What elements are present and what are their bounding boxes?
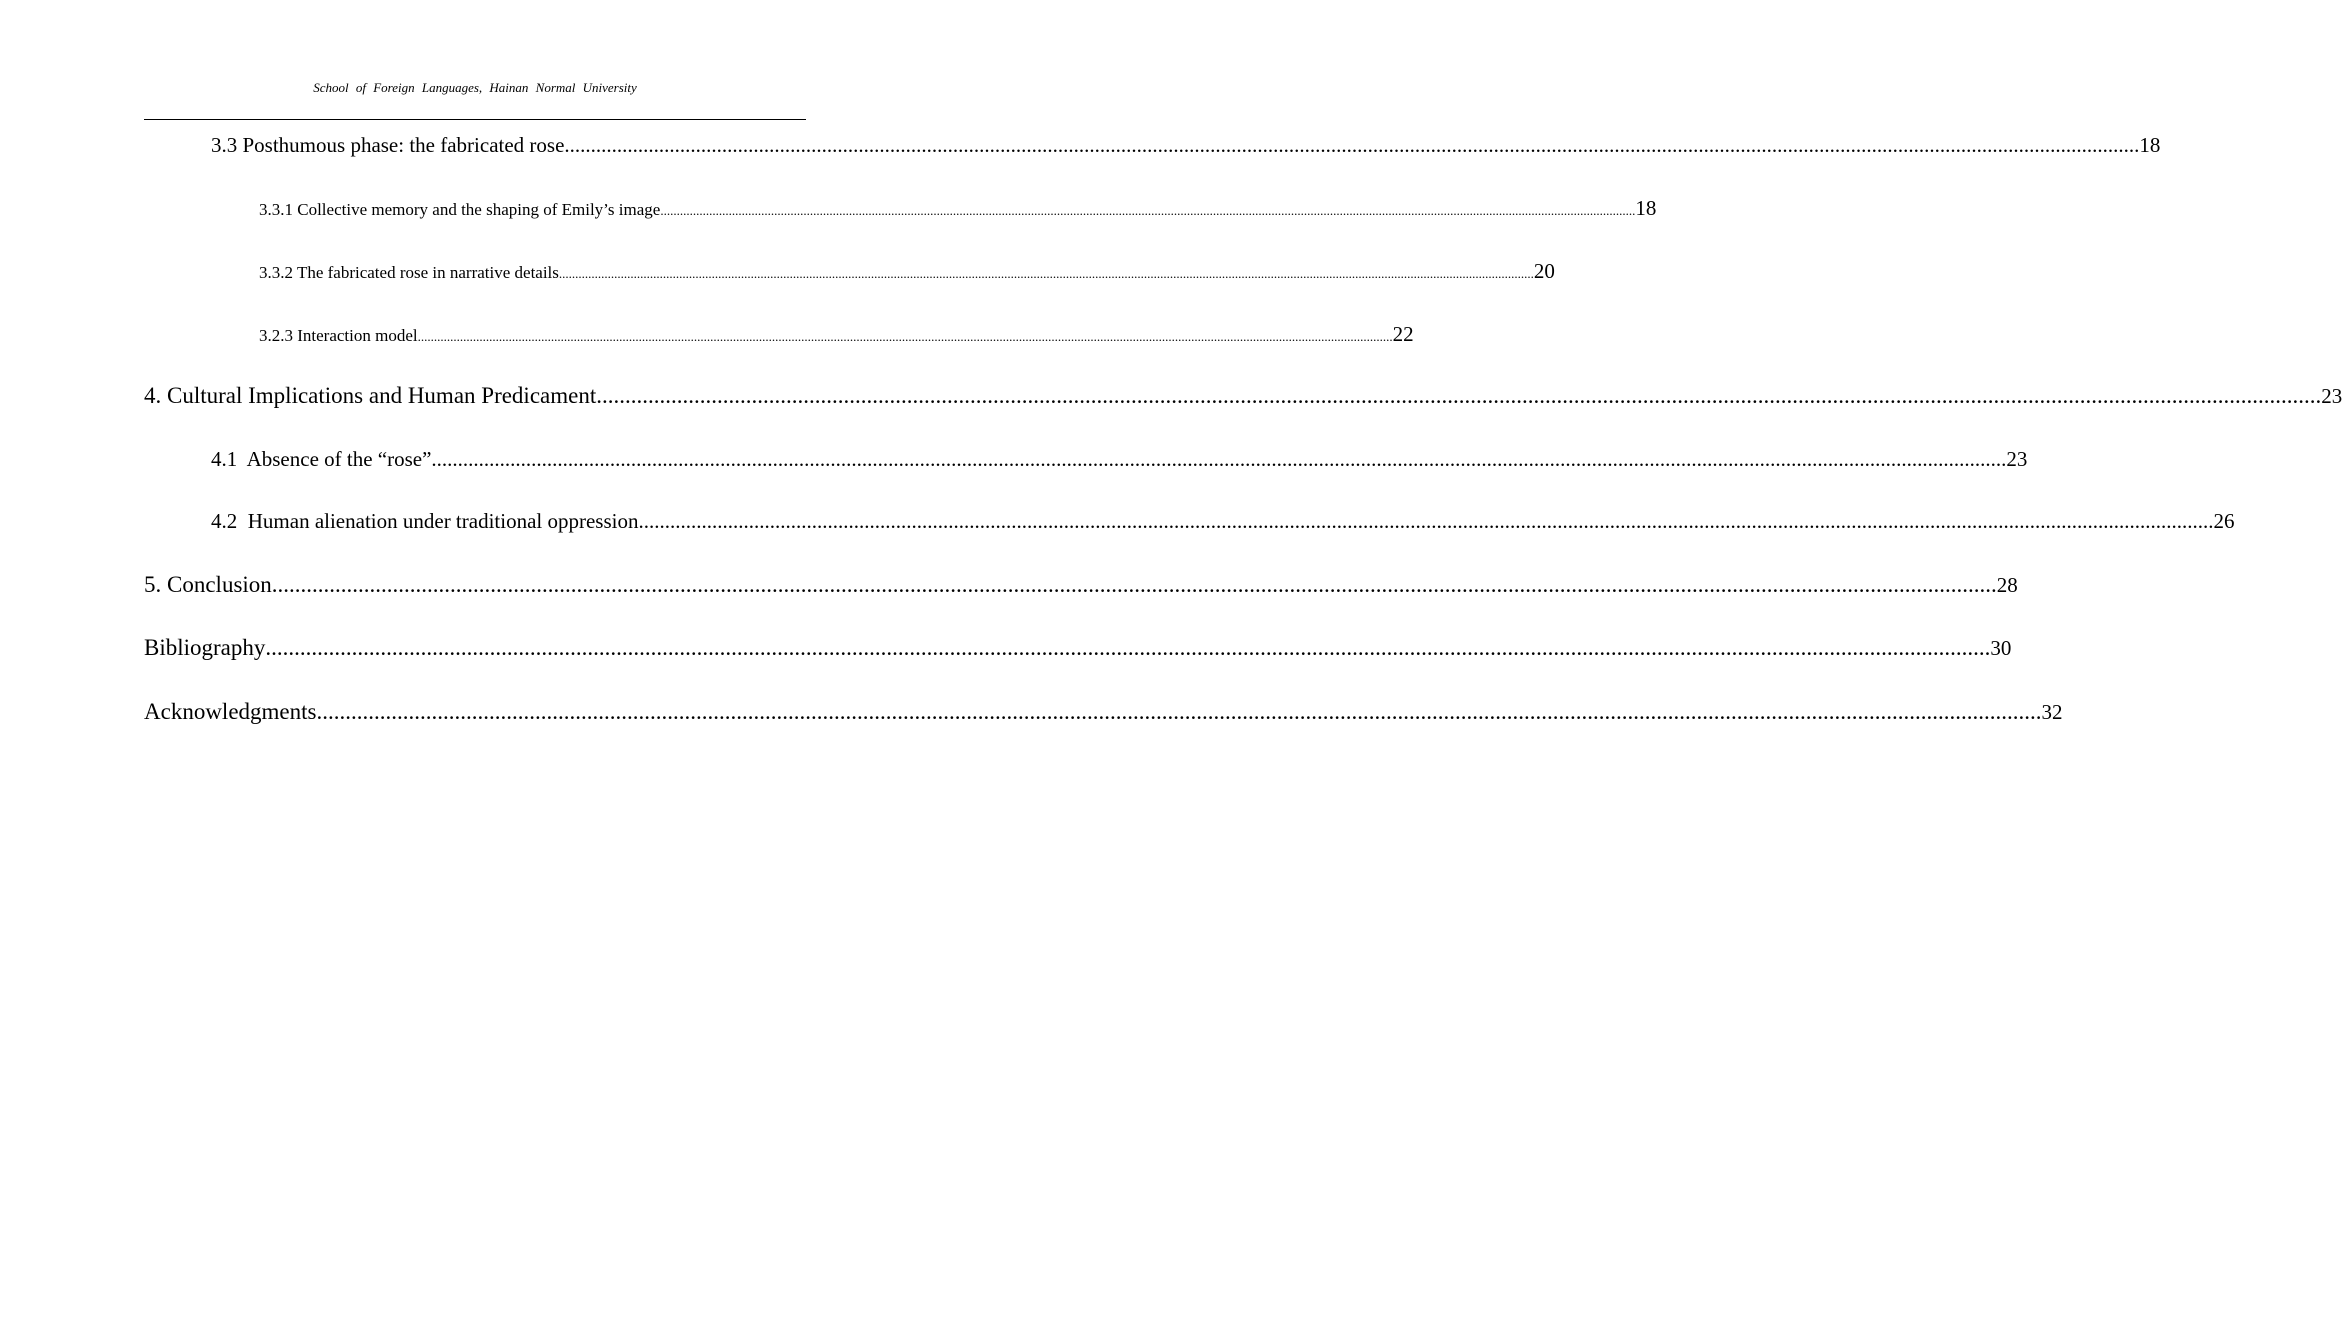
toc-entry-page: 28 [1996,573,2018,597]
toc-entry-3-3-2[interactable] [259,259,1555,284]
toc-leader-dots: ............................................................................................................................................................................................................................................................................................................ [596,383,2322,408]
toc-entry-page: 18 [1635,196,1657,220]
toc-entry-page: 30 [1990,636,2012,660]
toc-entry-5[interactable] [144,572,2018,598]
toc-entry-title: 4.2 Human alienation under traditional oppression [211,509,639,533]
toc-entry-4-1[interactable] [211,447,2028,472]
toc-entry-title: Acknowledgments [144,699,317,724]
toc-leader-dots: ............................................................................................................................................................................................................................................................................................................ [638,509,2214,533]
toc-entry-page: 20 [1533,259,1555,283]
toc-entry-page: 32 [2041,700,2063,724]
toc-entry-page: 26 [2213,509,2235,533]
toc-entry-3-3-1[interactable] [259,196,1657,221]
toc-entry-3-3[interactable] [211,133,2161,158]
toc-entry-page: 23 [2321,384,2342,408]
toc-entry-3-2-3[interactable] [259,322,1414,347]
toc-entry-4[interactable] [144,383,2342,409]
toc-entry-acknowledgments[interactable] [144,699,2063,725]
toc-entry-title: 3.2.3 Interaction model [259,326,418,345]
toc-entry-bibliography[interactable] [144,635,2012,661]
toc-leader-dots: ............................................................................................................................................................................................................................................................................................................ [271,572,1997,597]
toc-entry-title: 3.3 Posthumous phase: the fabricated rose [211,133,565,157]
running-header: School of Foreign Languages, Hainan Normal University [313,80,637,95]
toc-leader-dots: ............................................................................................................................................................................................................................................................................................................ [431,447,2007,471]
toc-leader-dots: ............................................................................................................................................................................................................................................................................................................ [558,266,1534,281]
toc-leader-dots: ............................................................................................................................................................................................................................................................................................................ [417,329,1393,344]
toc-entry-title: 4.1 Absence of the “rose” [211,447,432,471]
toc-entry-page: 22 [1392,322,1414,346]
toc-leader-dots: ............................................................................................................................................................................................................................................................................................................ [564,133,2140,157]
toc-entry-title: 5. Conclusion [144,572,272,597]
toc-leader-dots: ............................................................................................................................................................................................................................................................................................................ [316,699,2042,724]
toc-entry-page: 23 [2006,447,2028,471]
toc-entry-title: 3.3.1 Collective memory and the shaping of Emily’s image [259,200,661,219]
toc-entry-4-2[interactable] [211,509,2235,534]
toc-leader-dots: ............................................................................................................................................................................................................................................................................................................ [660,203,1636,218]
toc-entry-title: 4. Cultural Implications and Human Predicament [144,383,597,408]
toc-entry-title: 3.3.2 The fabricated rose in narrative details [259,263,559,282]
toc-entry-page: 18 [2139,133,2161,157]
toc-leader-dots: ............................................................................................................................................................................................................................................................................................................ [265,635,1991,660]
toc-entry-title: Bibliography [144,635,266,660]
